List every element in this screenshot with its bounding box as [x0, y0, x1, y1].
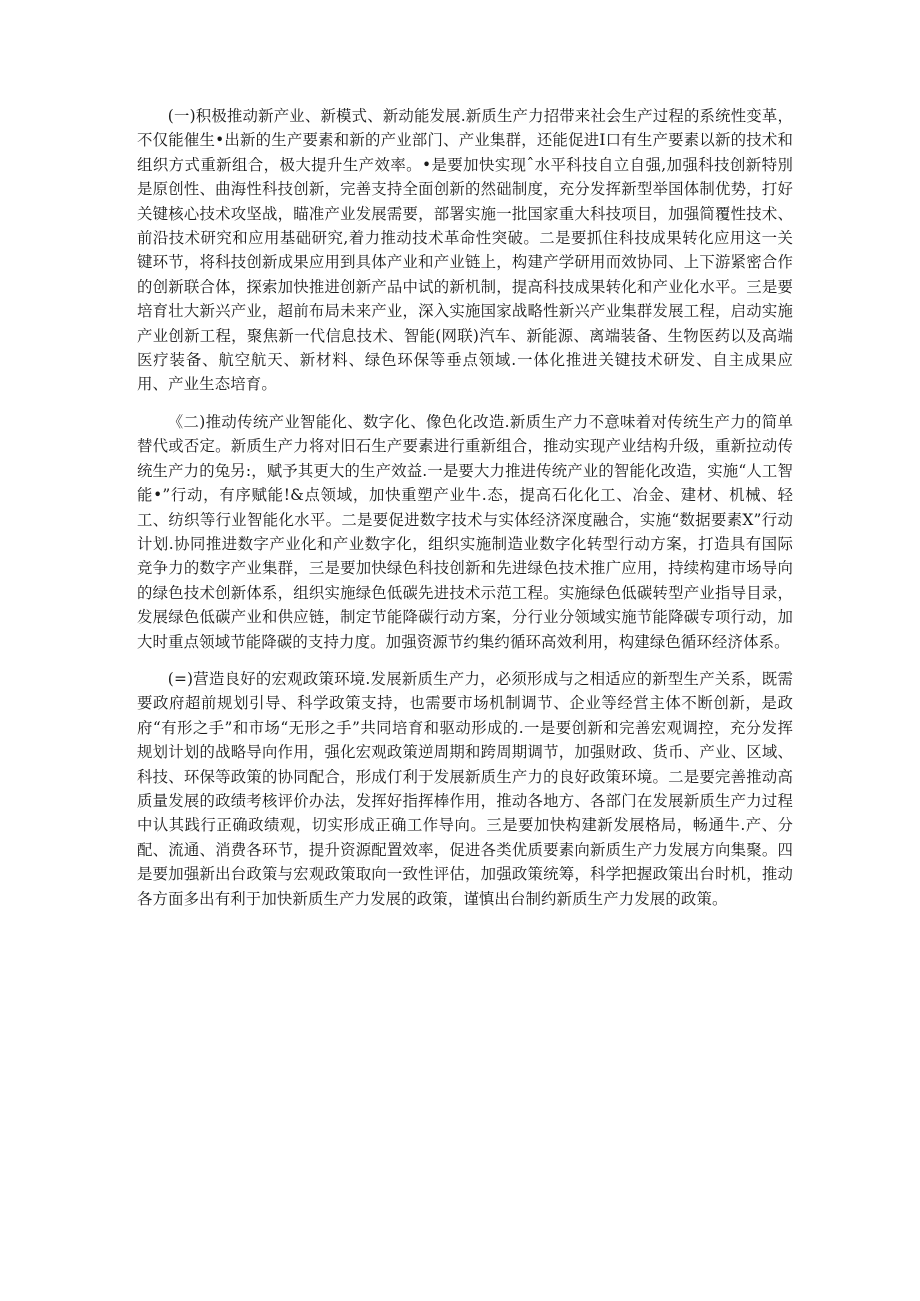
paragraph-section-2: 《二)推动传统产业智能化、数字化、像色化改造.新质生产力不意味着对传统生产力的简单替代或否定。新质生产力将对旧石生产要素进行重新组合，推动实现产业结构升级，重新拉动传统生产力的兔另:，赋予其更大的生产效益.一是要大力推进传统产业的智能化改造，实施“人工智能•”行动，有序赋能!&点领域，加快重塑产业牛.态，提高石化化工、冶金、建材、机械、轻工、纺织等行业智能化水平。二是要促进数字技术与实体经济深度融合，实施“数据要素X”行动计划.协同推进数字产业化和产业数字化，组织实施制造业数字化转型行动方案，打造具有国际竞争力的数字产业集群，三是要加快绿色科技创新和先进绿色技术推广应用，持续构建市场导向的绿色技术创新体系，组织实施绿色低碳先进技术示范工程。实施绿色低碳转型产业指导目录，发展绿色低碳产业和供应链，制定节能降碳行动方案，分行业分领域实施节能降碳专项行动，加大时重点领域节能降碳的支持力度。加强资源节约集约循环高效利用，构建绿色循环经济体系。	[137, 412, 793, 651]
paragraph-section-1: (一)积极推动新产业、新模式、新动能发展.新质生产力招带来社会生产过程的系统性变革，不仅能催生•出新的生产要素和新的产业部门、产业集群，还能促进I口有生产要素以新的技术和组织方式重新组合，极大提升生产效率。•是要加快实现ˆ水平科技自立自强,加强科技创新特別是原创性、曲海性科技创新，完善支持全面创新的然础制度，充分发挥新型举国体制优势，打好关键核心技术攻坚战，瞄准产业发展需要，部署实施一批国家重大科技项目，加强简覆性技术、前沿技术研究和应用基础研究,着力推动技术革命性突破。二是要抓住科技成果转化应用这一关键环节，将科技创新成果应用到具体产业和产业链上，构建产学研用而效协同、上下游紧密合作的创新联合体，探索加快推进创新产品中试的新机制，提高科技成果转化和产业化水平。三是要培育壮大新兴产业，超前布局未来产业，深入实施国家战略性新兴产业集群发展工程，启动实施产业创新工程，聚焦新一代信息技术、智能(网联)汽车、新能源、离端装备、生物医药以及高端医疗装备、航空航天、新材料、绿色环保等垂点领域.一体化推进关键技术研发、自主成果应用、产业生态培育。	[137, 107, 793, 394]
document-body	[137, 104, 793, 924]
paragraph-section-3: (=)营造良好的宏观政策环境.发展新质生产力，必须形成与之相适应的新型生产关系，既需要政府超前规划引导、科学政策支持，也需要市场机制调节、企业等经営主体不断创新，是政府“有形之手”和市场“无形之手”共同培育和驱动形成的.一是要创新和完善宏观调控，充分发挥规划计划的战略导向作用，强化宏观政策逆周期和跨周期调节，加强财政、货币、产业、区域、科技、环保等政策的协同配合，形成仃利于发展新质生产力的良好政策环境。二是要完善推动高质量发展的政绩考核评价办法，发挥好指挥棒作用，推动各地方、各部门在发展新质生产力过程中认其践行正确政绩观，切实形成正确工作导向。三是要加快构建新发展格局，畅通牛.产、分配、流通、消费各环节，提升资源配置效率，促进各类优质要素向新质生产力发展方向集聚。四是要加强新出台政策与宏观政策取向一致性评估，加强政策统筹，科学把握政策出台时机，推动各方面多出有利于加快新质生产力发展的政策，谨慎出台制约新质生产力发展的政策。	[137, 669, 793, 908]
